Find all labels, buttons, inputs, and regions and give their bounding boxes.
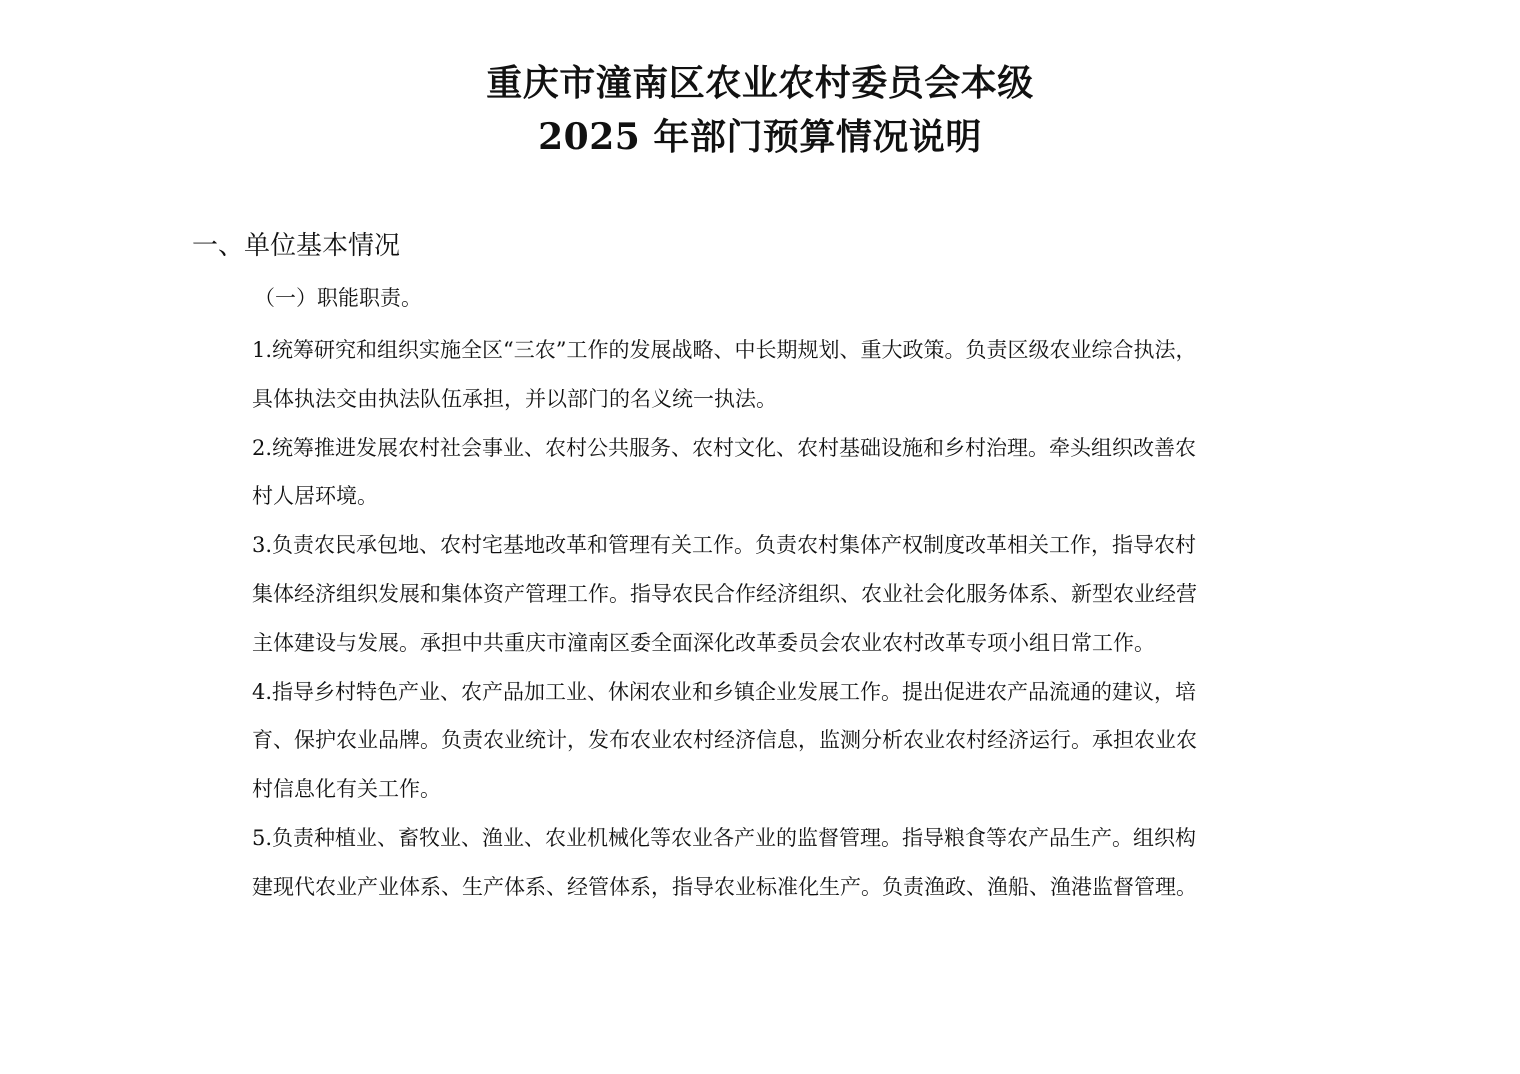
text-line: 5.负责种植业、畜牧业、渔业、农业机械化等农业各产业的监督管理。指导粮食等农产品生产。组织构 [252, 825, 1197, 850]
text-line: 主体建设与发展。承担中共重庆市潼南区委全面深化改革委员会农业农村改革专项小组日常工作。 [252, 630, 1155, 655]
text-line: 4.指导乡村特色产业、农产品加工业、休闲农业和乡镇企业发展工作。提出促进农产品流通的建议，培 [252, 679, 1197, 704]
text-line: 村人居环境。 [252, 484, 378, 509]
text-line: 村信息化有关工作。 [252, 777, 441, 802]
text-line: 育、保护农业品牌。负责农业统计，发布农业农村经济信息，监测分析农业农村经济运行。承担农业农 [252, 728, 1197, 753]
text-line: 2.统筹推进发展农村社会事业、农村公共服务、农村文化、农村基础设施和乡村治理。牵头组织改善农 [252, 435, 1197, 460]
text-line: 1.统筹研究和组织实施全区“三农”工作的发展战略、中长期规划、重大政策。负责区级农业综合执法， [252, 338, 1197, 362]
title-line-2: 2025 年部门预算情况说明 [538, 116, 982, 158]
text-line: 集体经济组织发展和集体资产管理工作。指导农民合作经济组织、农业社会化服务体系、新型农业经营 [252, 581, 1197, 606]
sub-heading: （一）职能职责。 [254, 286, 422, 310]
document-title [0, 56, 1520, 164]
body-text [252, 326, 1402, 912]
text-line: 3.负责农民承包地、农村宅基地改革和管理有关工作。负责农村集体产权制度改革相关工作，指导农村 [252, 533, 1197, 558]
section-heading: 一、单位基本情况 [192, 231, 401, 261]
text-line: 具体执法交由执法队伍承担，并以部门的名义统一执法。 [252, 386, 777, 411]
text-line: 建现代农业产业体系、生产体系、经管体系，指导农业标准化生产。负责渔政、渔船、渔港监督管理。 [252, 874, 1197, 899]
title-line-1: 重庆市潼南区农业农村委员会本级 [486, 62, 1034, 104]
